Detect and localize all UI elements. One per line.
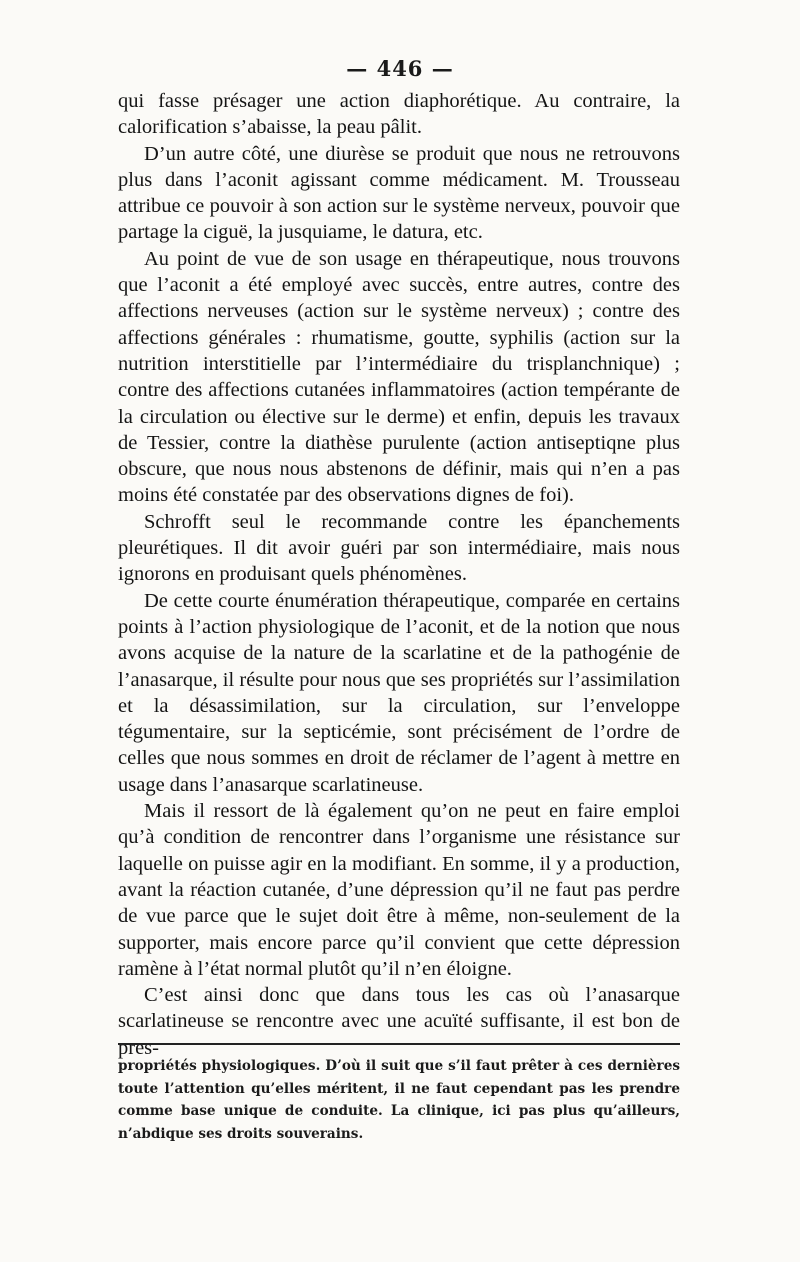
paragraph-7: C’est ainsi donc que dans tous les cas où l’anasarque scarlatineuse se rencontre avec une acuïté suffisante, il est bon de pres-: [118, 984, 680, 1059]
main-text: [118, 88, 680, 1061]
paragraph-4: Schrofft seul le recommande contre les épanchements pleurétiques. Il dit avoir guéri par son intermédiaire, mais nous ignorons en produisant quels phénomènes.: [118, 510, 680, 586]
paragraph-2: D’un autre côté, une diurèse se produit que nous ne retrouvons plus dans l’aconit agissant comme médicament. M. Trousseau attribue ce pouvoir à son action sur le système nerveux, pouvoir que partage la ciguë, la jusquiame, le datura, etc.: [118, 142, 680, 244]
footnote: propriétés physiologiques. D’où il suit que s’il faut prêter à ces dernières toute l’attention qu’elles méritent, il ne faut cependant pas les prendre comme base unique de conduite. La clinique, ici pas plus qu’ailleurs, n’abdique ses droits souverains.: [118, 1058, 680, 1142]
paragraph-6: Mais il ressort de là également qu’on ne peut en faire emploi qu’à condition de rencontrer dans l’organisme une résistance sur laquelle on puisse agir en la modifiant. En somme, il y a production, avant la réaction cutanée, d’une dépression qu’il ne faut pas perdre de vue parce que le sujet doit être à même, non-seulement de la supporter, mais encore parce qu’il convient que cette dépression ramène à l’état normal plutôt qu’il n’en éloigne.: [118, 800, 680, 980]
paragraph-5: De cette courte énumération thérapeutique, comparée en certains points à l’action physiologique de l’aconit, et de la notion que nous avons acquise de la nature de la scarlatine et de la pathogénie de l’anasarque, il résulte pour nous que ses propriétés sur l’assimilation et la désassimilation, sur la circulation, sur l’enveloppe tégumentaire, sur la septicémie, sont précisément de l’ordre de celles que nous sommes en droit de réclamer de l’agent à mettre en usage dans l’anasarque scarlatineuse.: [118, 589, 680, 796]
page-number: — 446 —: [346, 56, 454, 81]
footnote-divider: [118, 1043, 680, 1045]
paragraph-3: Au point de vue de son usage en thérapeutique, nous trouvons que l’aconit a été employé avec succès, entre autres, contre des affections nerveuses (action sur le système nerveux) ; contre des affections générales : rhumatisme, goutte, syphilis (action sur la nutrition interstitielle par l’intermédiaire du trisplanchnique) ; contre des affections cutanées inflammatoires (action tempérante de la circulation ou élective sur le derme) et enfin, depuis les travaux de Tessier, contre la diathèse purulente (action antiseptiqne plus obscure, que nous nous abstenons de définir, mais qui n’en a pas moins été constatée par des observations dignes de foi).: [118, 247, 680, 507]
paragraph-1: qui fasse présager une action diaphorétique. Au contraire, la calorification s’abaisse, la peau pâlit.: [118, 90, 680, 139]
